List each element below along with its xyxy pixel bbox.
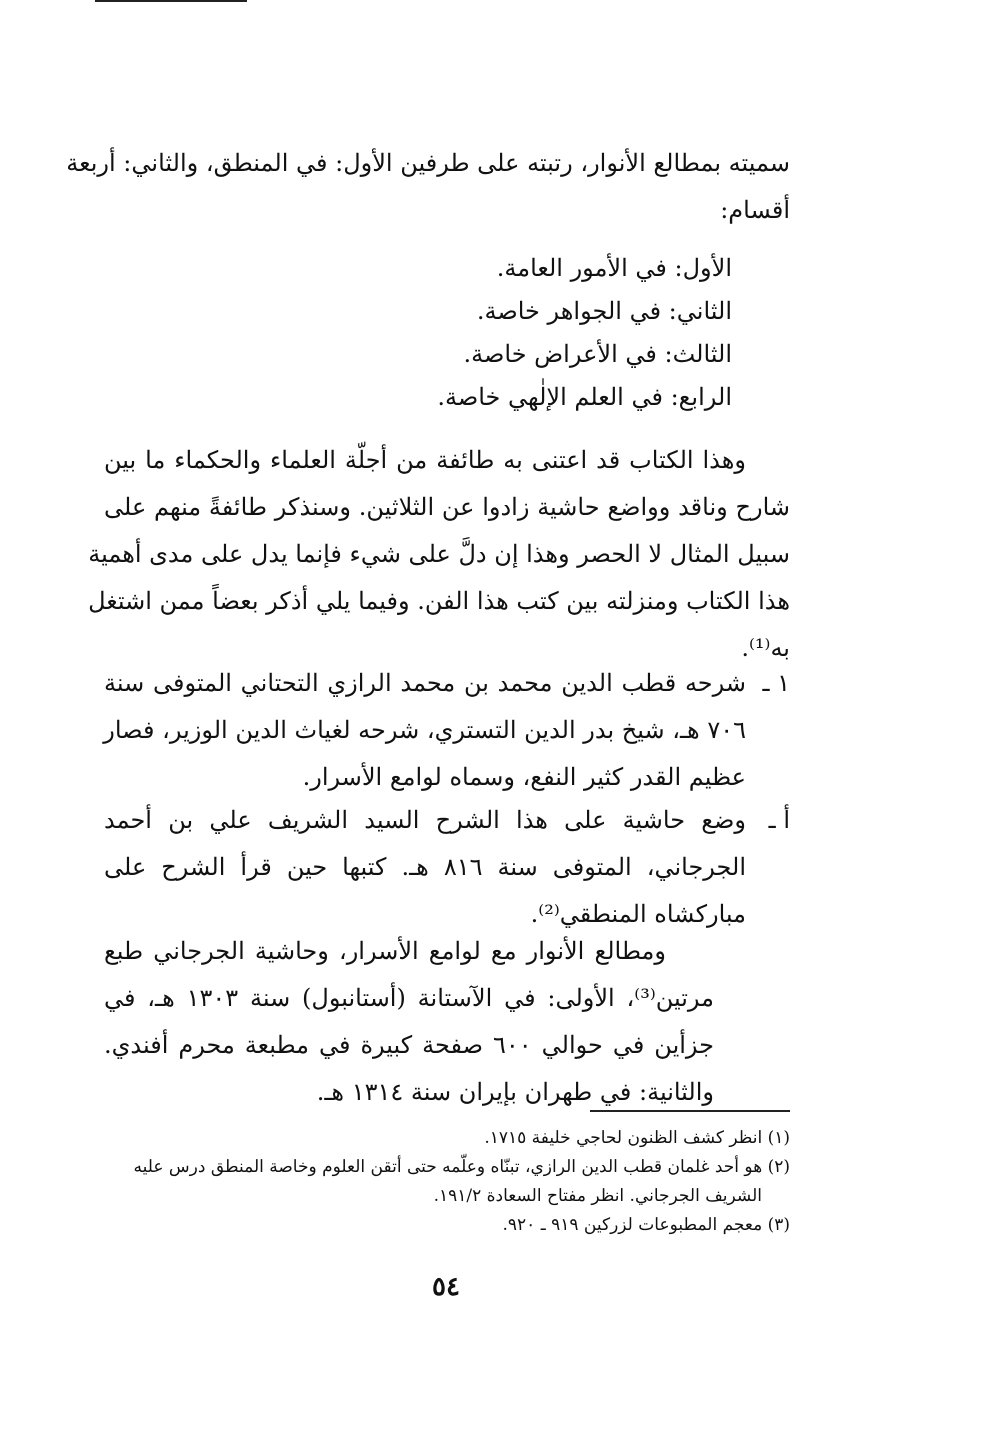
paragraph-line: هذا الكتاب ومنزلته بين كتب هذا الفن. وفيما يلي أذكر بعضاً ممن اشتغل (88, 587, 790, 615)
paragraph-line: سميته بمطالع الأنوار، رتبته على طرفين الأول: في المنطق، والثاني: أربعة (66, 149, 790, 177)
page-number: ٥٤ (432, 1272, 460, 1302)
paragraph-2 (88, 437, 790, 672)
sections-list (402, 247, 732, 419)
list-item-number: ١ ـ (762, 669, 790, 697)
paragraph-line: سبيل المثال لا الحصر وهذا إن دلَّ على شيء فإنما يدل على مدى أهمية (88, 540, 790, 568)
paragraph-line: مرتين⁽³⁾، الأولى: في الآستانة (أستانبول) سنة ١٣٠٣ هـ، في (104, 984, 714, 1012)
sub-item-a (104, 797, 790, 938)
paragraph-line: أقسام: (720, 196, 790, 224)
footnote-separator (590, 1110, 790, 1112)
sub-item-line: مباركشاه المنطقي⁽²⁾. (530, 900, 746, 928)
paragraph-line: به⁽¹⁾. (741, 634, 790, 662)
footnote-1: (١) انظر كشف الظنون لحاجي خليفة ١٧١٥. (484, 1128, 790, 1148)
sub-item-label: أ ـ (768, 806, 790, 834)
top-rule (95, 0, 247, 2)
list-item-1 (104, 660, 790, 801)
footnote-3: (٣) معجم المطبوعات لزركين ٩١٩ ـ ٩٢٠. (502, 1215, 790, 1235)
paragraph-line: جزأين في حوالي ٦٠٠ صفحة كبيرة في مطبعة محرم أفندي. (104, 1031, 715, 1059)
footnote-2-continuation: الشريف الجرجاني. انظر مفتاح السعادة ١٩١/٢. (433, 1186, 762, 1206)
paragraph-line: ومطالع الأنوار مع لوامع الأسرار، وحاشية الجرجاني طبع (104, 937, 666, 965)
paragraph-3 (104, 928, 714, 1116)
sub-item-line: الجرجاني، المتوفى سنة ٨١٦ هـ. كتبها حين قرأ الشرح على (104, 853, 747, 881)
section-item: الرابع: في العلم الإلٰهي خاصة. (437, 383, 732, 411)
paragraph-line: وهذا الكتاب قد اعتنى به طائفة من أجلّة العلماء والحكماء ما بين (104, 446, 746, 474)
list-item-line: عظيم القدر كثير النفع، وسماه لوامع الأسرار. (302, 763, 746, 791)
section-item: الأول: في الأمور العامة. (496, 254, 732, 282)
paragraph-line: شارح وناقد وواضع حاشية زادوا عن الثلاثين. وسنذكر طائفةً منهم على (104, 493, 790, 521)
list-item-line: ٧٠٦ هـ، شيخ بدر الدين التستري، شرحه لغياث الدين الوزير، فصار (103, 716, 746, 744)
section-item: الثاني: في الجواهر خاصة. (476, 297, 732, 325)
section-item: الثالث: في الأعراض خاصة. (463, 340, 732, 368)
footnote-2: (٢) هو أحد غلمان قطب الدين الرازي، تبنّاه وعلّمه حتى أتقن العلوم وخاصة المنطق درس عليه (133, 1157, 790, 1177)
paragraph-line: والثانية: في طهران بإيران سنة ١٣١٤ هـ. (316, 1078, 714, 1106)
footnotes (104, 1124, 790, 1240)
sub-item-line: وضع حاشية على هذا الشرح السيد الشريف علي بن أحمد (104, 806, 746, 834)
paragraph-1 (66, 140, 790, 234)
list-item-line: شرحه قطب الدين محمد بن محمد الرازي التحتاني المتوفى سنة (104, 669, 746, 697)
